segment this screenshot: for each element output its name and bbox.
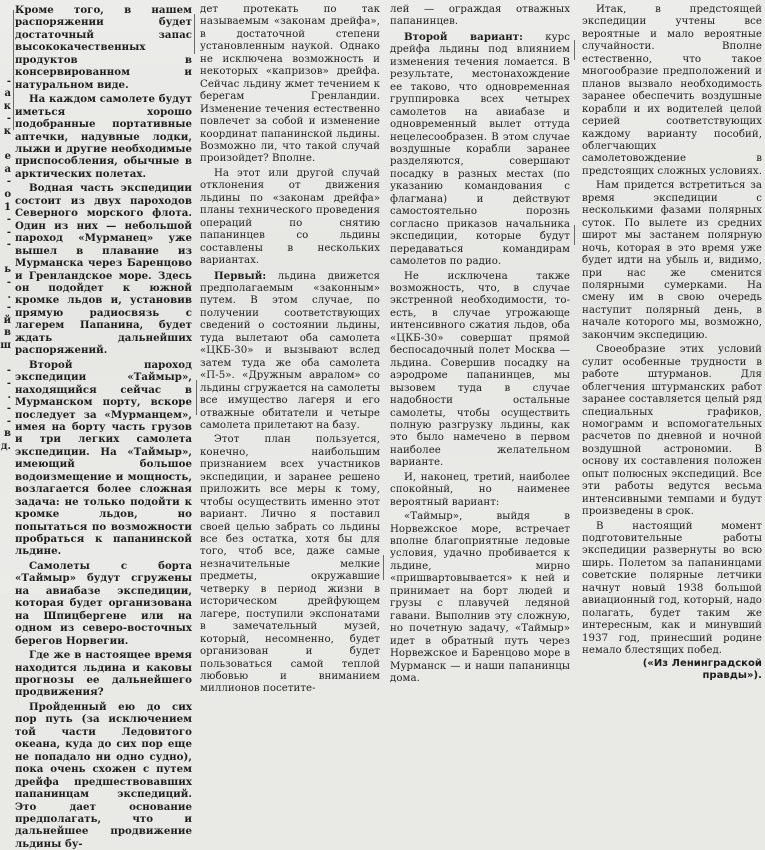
- edge-fragment: -: [6, 277, 11, 289]
- article-column-4: [582, 4, 762, 682]
- paragraph-text: Самолеты с борта «Таймыр» будут сгружены на авиабазе экспедиции, которая будет организована на Шпицбергене или на одном из северо-восточных берегов Норвегии.: [15, 559, 192, 647]
- article-paragraph: [200, 434, 380, 696]
- article-paragraph: [15, 93, 192, 180]
- article-column-3: [390, 4, 570, 685]
- article-paragraph: [390, 31, 570, 269]
- article-paragraph: [200, 4, 380, 166]
- edge-fragment: -: [6, 75, 11, 87]
- edge-fragment: д.: [0, 440, 11, 452]
- article-paragraph: [582, 180, 762, 342]
- paragraph-text: льдина движется предполагаемым «законным» путем. В этом случае, по получении соответствующих сведений о состоянии льдины, туда вылетают оба самолета «ЦКБ-30» и вызывают вслед затем туда же оба самолета «П-5». «Дружным авралом» со льдины сгружается на самолеты все имущество лагеря и его отважные обитатели и четыре самолета прилетают на базу.: [200, 270, 380, 431]
- article-paragraph: [390, 4, 570, 29]
- edge-fragment: [0, 139, 12, 152]
- edge-fragment: й: [3, 314, 11, 326]
- edge-fragment: -: [6, 302, 11, 314]
- edge-fragment: в: [4, 428, 11, 440]
- edge-fragment: -: [6, 415, 11, 427]
- paragraph-text: И, наконец, третий, наиболее спокойный, но наименее вероятный вариант:: [390, 471, 570, 508]
- article-paragraph: [15, 701, 192, 850]
- variant-lead: Второй вариант:: [404, 30, 523, 43]
- edge-fragment: [0, 13, 12, 26]
- paragraph-text: На этот или другой случай отклонения от движения льдины по «законам дрейфа» планы технического проведения операций по снятию папанинцев со льдины составлены в нескольких вариантах.: [200, 167, 380, 267]
- article-column-1: [15, 4, 192, 850]
- edge-fragment: -: [6, 377, 11, 389]
- article-column-2: [200, 4, 380, 696]
- edge-fragment: .: [7, 390, 11, 402]
- paragraph-text: Кроме того, в нашем распоряжении будет достаточный запас высококачественных продуктов в консервированном и натуральном виде.: [15, 4, 192, 91]
- article-paragraph: [390, 511, 570, 685]
- paragraph-text: Где же в настоящее время находится льдина и каковы прогнозы ее дальнейшего продвижения?: [15, 649, 192, 699]
- edge-fragment: -: [6, 403, 11, 414]
- edge-fragment: -: [6, 239, 11, 251]
- edge-fragment: [0, 63, 12, 76]
- column-rule-3: [196, 380, 197, 415]
- edge-fragment: а: [4, 88, 11, 100]
- paragraph-text: лей — ограждая отважных папанинцев.: [390, 4, 570, 28]
- article-paragraph: [15, 649, 192, 699]
- edge-fragment: [0, 25, 12, 38]
- edge-fragment: -: [6, 226, 11, 238]
- edge-fragment: -: [6, 113, 11, 125]
- edge-fragment: ь: [4, 264, 11, 276]
- edge-fragment: [0, 252, 12, 265]
- paragraph-text: Итак, в предстоящей экспедиции учтены все вероятные и мало вероятные случайности. Вполне естественно, что такое многообразие предположений и планов вызвало необходимость заранее обеспечить воздушные корабли и их водителей целой серией соответствующих каждому варианту пособий, облегчающих самолетовождение в предстоящих сложных условиях.: [582, 4, 763, 177]
- article-paragraph: [15, 560, 192, 647]
- edge-fragment: 1: [4, 201, 11, 213]
- edge-fragment: -: [6, 214, 11, 226]
- edge-fragment: -: [6, 365, 11, 377]
- article-paragraph: [15, 4, 192, 91]
- paragraph-text: курс дрейфа льдины под влиянием изменения течения ломается. В результате, местонахождение ее таково, что одновременная группировка всех четырех самолетов на авиабазе и одновременный вылет оттуда нецелесообразен. В этом случае воздушные корабли заранее разделяются, совершают посадку в разных местах (по указанию командования с флагмана) и действуют самостоятельно порознь согласно приказов начальника экспедиции, которые будут передаваться командирам самолетов по радио.: [390, 31, 570, 268]
- paragraph-text: На каждом самолете будут иметься хорошо подобранные портативные аптечки, надувные лодки, лыжи и другие необходимые приспособления, обычные в арктических полетах.: [15, 93, 192, 180]
- edge-fragment: в: [4, 327, 11, 339]
- article-paragraph: [582, 344, 762, 518]
- column-rule-6: [383, 555, 384, 580]
- edge-fragment: [0, 0, 12, 13]
- paragraph-text: дет протекать по так называемым «законам дрейфа», в достаточной степени установленным наукой. Однако не исключена возможность и некоторых «капризов» дрейфа. Сейчас льдину жмет течением к берегам Гренландии. Изменение течения естественно повлечет за собой и изменение координат папанинской льдины. Возможно ли, что такой случай произойдет? Вполне.: [200, 4, 380, 165]
- paragraph-text: Пройденный ею до сих пор путь (за исключением той части Ледовитого океана, куда до сих пор еще не попадало ни одно судно), пока очень схожен с путем дрейфа предшествовавших папанинцам экспедиций. Это дает основание предполагать, что и дальнейшее продвижение льдины бу-: [15, 700, 192, 850]
- paragraph-text: Не исключена также возможность, что, в случае экстренной необходимости, то-есть, в случае угрожающе интенсивного сжатия льдов, оба «ЦКБ-30» совершат прямой беспосадочный полет Москва — льдина. Совершив посадку на аэродроме папанинцев, мы вызовем туда в случае надобности остальные самолеты, чтобы осуществить полную разгрузку льдины, как это было намечено в первом наиболее желательном варианте.: [390, 270, 570, 469]
- column-rule-1: [13, 10, 14, 130]
- article-paragraph: [15, 359, 192, 558]
- paragraph-text: Нам придется встретиться за время экспедиции с несколькими фазами полярных суток. По вылете из средних широт мы застанем полярную ночь, которая в это время уже будет идти на убыль и, видимо, при нас же сменится полярными сумерками. На смену им в свою очередь наступит полярный день, в начале которого мы, возможно, закончим экспедицию.: [582, 180, 762, 341]
- edge-fragment: .: [7, 289, 11, 301]
- previous-column-edge-fragments: [0, 0, 12, 593]
- paragraph-text: В настоящий момент подготовительные работы экспедиции развернуты во всю ширь. Полетом за папанинцами советские полярные летчики начнут новый 1938 большой авиационный год, который, надо полагать, будет таким же интересным, как и минувший 1937 год, принесший родине немало блестящих побед.: [582, 520, 762, 657]
- column-rule-4: [574, 40, 575, 60]
- edge-fragment: к: [3, 125, 11, 137]
- edge-fragment: ш: [0, 340, 11, 352]
- paragraph-text: Второй пароход экспедиции «Таймыр», находящийся сейчас в Мурманском порту, вскоре последует за «Мурманцем», имея на борту часть грузов и три легких самолета экспедиции. На «Таймыр», имеющий большое водоизмещение и мощность, возлагается более сложная задача: не только подойти к кромке льдов, но попытаться по возможности пробраться к папанинской льдине.: [15, 358, 192, 558]
- paragraph-text: Водная часть экспедиции состоит из двух пароходов Северного морского флота. Один из них — небольшой пароход «Мурманец» уже вышел в плавание из Мурманска через Баренцово и Гренландское море. Здесь он подойдет к южной кромке льдов и, установив прямую радиосвязь с лагерем Папанина, будет ждать дальнейших распоряжений.: [15, 182, 192, 357]
- article-paragraph: [200, 270, 380, 433]
- column-rule-5: [574, 225, 575, 245]
- edge-fragment: к: [3, 100, 11, 112]
- article-paragraph: [200, 168, 380, 268]
- paragraph-text: Этот план пользуется, конечно, наибольшим признанием всех участников экспедиции, и заранее решено приложить все меры к тому, чтобы осуществить именно этот вариант. Лично я поставил своей целью забрать со льдины все без остатка, хотя бы для того, чтоб все, даже самые незначительные мелкие предметы, окружавшие четверку в период жизни в историческом дрейфующем лагере, поступили экспонатами в замечательный музей, который, несомненно, будет организован и будет пользоваться самой теплой любовью и вниманием миллионов посетите-: [200, 434, 380, 695]
- paragraph-text: «Таймыр», выйдя в Норвежское море, встречает вполне благоприятные ледовые условия, удачно пробивается к льдине, мирно «пришвартовывается» к ней и принимает на борт людей и грузы с плавучей ледяной гавани. Выполнив эту сложную, но почетную задачу, «Таймыр» идет в обратный путь через Норвежское и Баренцово море в Мурманск — и наши папанинцы дома.: [390, 511, 570, 685]
- article-paragraph: [582, 521, 762, 658]
- edge-fragment: а: [4, 163, 11, 175]
- paragraph-text: Своеобразие этих условий сулит особенные трудности в работе штурманов. Для облегчения штурманских работ заранее составляется целый ряд специальных графиков, номограмм и вспомогательных расчетов по дневной и ночной воздушной астрономии. В основу их составления положен опыт полюсных экспедиций. Все эти работы ведутся весьма интенсивными темпами и будут произведены в срок.: [582, 344, 762, 518]
- edge-fragment: [0, 353, 12, 366]
- article-paragraph: [15, 182, 192, 356]
- edge-fragment: [0, 38, 12, 51]
- source-credit: («Из Ленинградской правды»).: [642, 657, 762, 682]
- column-rule-2: [194, 14, 195, 54]
- variant-lead: Первый:: [214, 269, 267, 282]
- article-paragraph: [582, 4, 762, 178]
- edge-fragment: е: [4, 151, 11, 163]
- edge-fragment: о: [4, 188, 11, 200]
- edge-fragment: -: [6, 176, 11, 188]
- article-paragraph: [390, 271, 570, 470]
- article-paragraph: [390, 472, 570, 509]
- edge-fragment: [0, 50, 12, 63]
